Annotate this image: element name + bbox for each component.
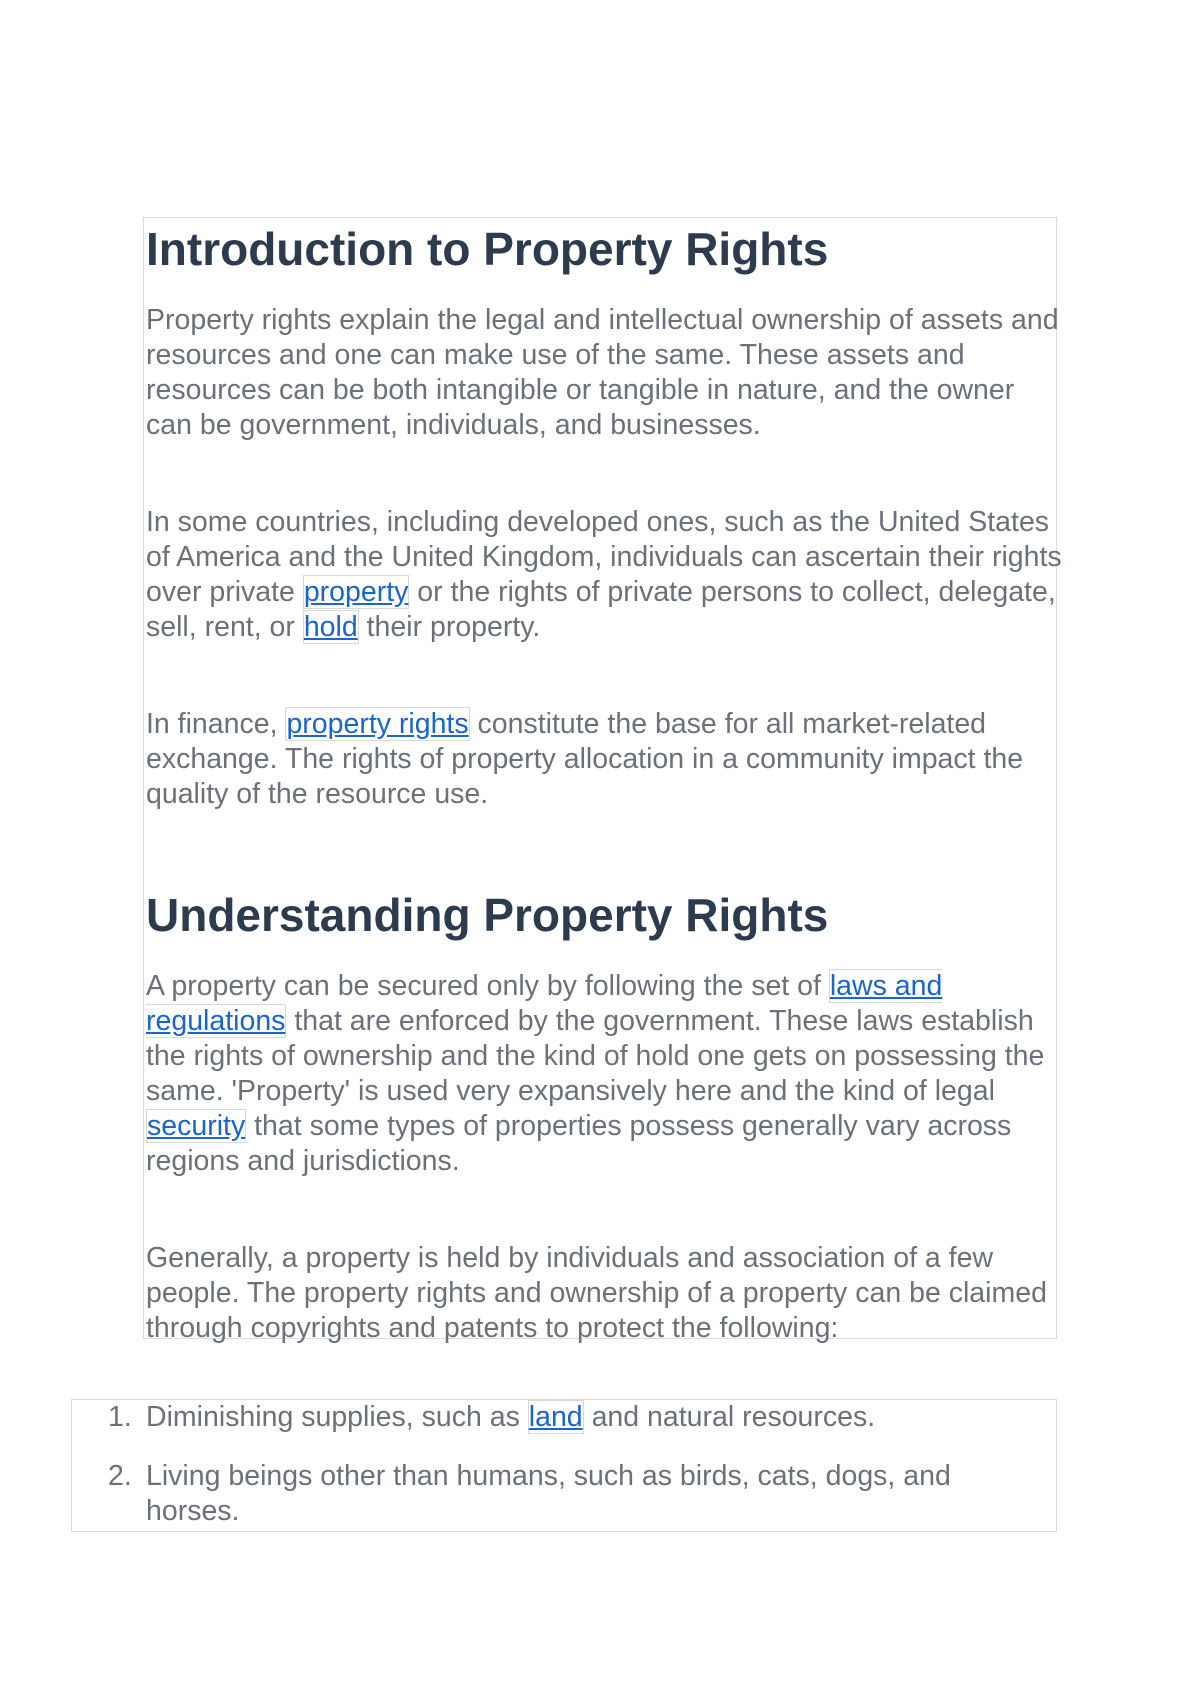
- paragraph-text: or the rights of private persons to collect, delegate, sell, rent, or: [146, 576, 1056, 643]
- paragraph-text: their property.: [358, 611, 541, 643]
- link-security[interactable]: security: [147, 1110, 246, 1142]
- link-hold[interactable]: hold: [303, 611, 358, 643]
- link-property[interactable]: property: [303, 576, 409, 608]
- paragraph-text: A property can be secured only by following the set of: [146, 970, 829, 1002]
- list-item-text: and natural resources.: [583, 1401, 876, 1433]
- list-item: [108, 1459, 1026, 1529]
- heading-understanding: Understanding Property Rights: [146, 889, 829, 941]
- list-item-number: 1.: [108, 1401, 132, 1433]
- link-land[interactable]: land: [528, 1401, 583, 1433]
- protected-items-list: [108, 1400, 1026, 1529]
- paragraph-secured: [146, 969, 1062, 1179]
- paragraph-finance: [146, 707, 1062, 812]
- list-item: [108, 1400, 1026, 1435]
- list-item-number: 2.: [108, 1460, 132, 1492]
- paragraph-text: In some countries, including developed ones, such as the United States of America and the United Kingdom, individuals can ascertain their rights over private: [146, 506, 1062, 608]
- paragraph-text: constitute the base for all market-related exchange. The rights of property allocation in a community impact the quality of the resource use.: [146, 708, 1024, 810]
- paragraph-text: that are enforced by the government. These laws establish the rights of ownership and the kind of hold one gets on possessing the same. 'Property' is used very expansively here and the kind of legal: [146, 1005, 1045, 1107]
- paragraph-generally: Generally, a property is held by individuals and association of a few people. The property rights and ownership of a property can be claimed through copyrights and patents to protect the following:: [146, 1242, 1047, 1344]
- paragraph-intro: Property rights explain the legal and intellectual ownership of assets and resources and one can make use of the same. These assets and resources can be both intangible or tangible in nature, and the owner can be government, individuals, and businesses.: [146, 304, 1059, 441]
- link-property-rights[interactable]: property rights: [286, 708, 469, 740]
- paragraph-countries: [146, 505, 1062, 645]
- link-laws-and-regulations[interactable]: laws and regulations: [146, 970, 943, 1037]
- heading-introduction: Introduction to Property Rights: [146, 223, 829, 275]
- paragraph-text: In finance,: [146, 708, 286, 740]
- paragraph-text: that some types of properties possess generally vary across regions and jurisdictions.: [146, 1110, 1012, 1177]
- list-item-text: Living beings other than humans, such as birds, cats, dogs, and horses.: [146, 1460, 951, 1527]
- list-item-text: Diminishing supplies, such as: [146, 1401, 528, 1433]
